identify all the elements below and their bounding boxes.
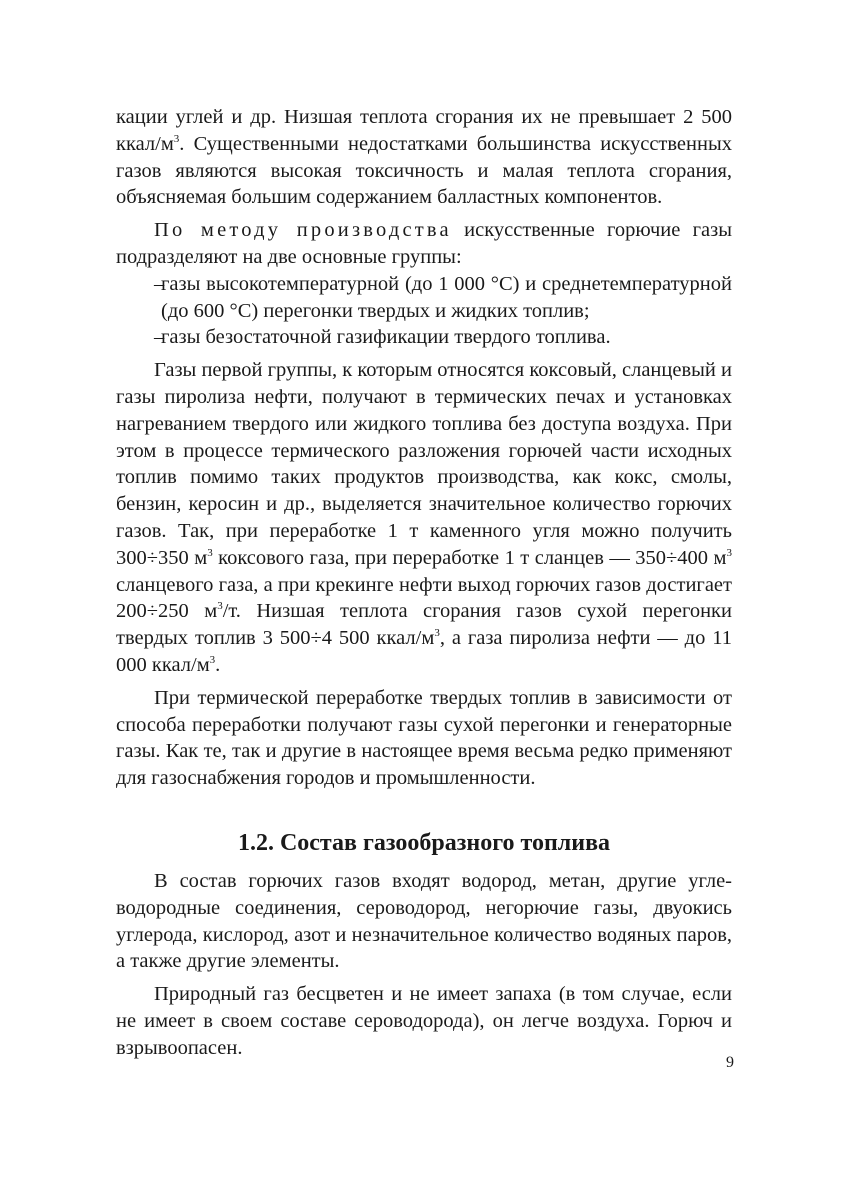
- paragraph-natural-gas: Природный газ бесцветен и не имеет запаха (в том случае, если не имеет в своем составе сероводорода), он легче воздуха. Горюч и взрывоопасен.: [116, 983, 732, 1059]
- list-item: – газы высокотемпературной (до 1 000 °С) и среднетемпературной (до 600 °С) перегонки твердых и жидких топлив;: [116, 271, 732, 325]
- text-run: , а газа пиролиза нефти — до 11 000 ккал/м: [116, 627, 732, 676]
- superscript: 3: [207, 546, 213, 559]
- text-run: . Существенными недостатками большинства искусственных газов являются высокая токсичность и малая теплота сгорания, объясняемая большим содержанием балластных компонентов.: [116, 132, 732, 209]
- superscript: 3: [217, 600, 223, 613]
- paragraph-thermal-processing: При термической переработке твердых топлив в зависимости от способа переработки получают газы сухой перегонки и генераторные газы. Как те, так и другие в настоящее время весьма редко применяют для газоснабжения городов и промышленности.: [116, 686, 732, 790]
- text-run: ккал/м: [116, 132, 174, 155]
- gas-groups-list: [116, 271, 732, 351]
- superscript: 3: [434, 627, 440, 640]
- paragraph-composition: В состав горючих газов входят водород, метан, другие углеводородные соединения, сероводород, негорючие газы, двуокись углерода, кислород, азот и незначительное количество водяных паров, а также другие элементы.: [116, 869, 732, 973]
- text-run: Газы первой группы, к которым относятся коксовый, сланцевый и газы пиролиза нефти, получают в термических печах и установках нагреванием твердого или жидкого топлива без доступа воздуха. При этом в процессе термического разложения горючей части исходных топлив помимо таких продуктов производства, как кокс, смолы, бензин, керосин и др., выделяется значительное количество горючих газов. Так, при переработке 1 т каменного угля можно получить 300÷350 м: [116, 359, 732, 569]
- paragraph-production-method: [116, 217, 732, 271]
- spaced-emphasis: По методу производства: [154, 219, 452, 242]
- superscript: 3: [209, 654, 216, 667]
- text-run: /т. Низшая теплота сгорания газов сухой перегонки твердых топлив 3 500÷4 500 ккал/м: [116, 600, 732, 650]
- text-run: сланцевого газа, а при крекинге нефти выход горючих газов достигает 200÷250 м: [116, 573, 732, 623]
- paragraph-continuation: [116, 104, 732, 211]
- paragraph-first-group: [116, 357, 732, 679]
- page-number: 9: [726, 1054, 734, 1071]
- text-run: искусственные горючие газы подразделяют на две основные группы:: [116, 219, 733, 268]
- superscript: 3: [173, 132, 180, 145]
- section-heading: 1.2. Состав газообразного топлива: [237, 829, 611, 856]
- text-run: .: [215, 653, 221, 676]
- text-run: кации углей и др. Низшая теплота сгорания их не превышает 2 500: [116, 106, 732, 128]
- page-body: [116, 104, 732, 1062]
- superscript: 3: [726, 546, 732, 559]
- list-item: – газы безостаточной газификации твердого топлива.: [116, 324, 732, 351]
- text-run: коксового газа, при переработке 1 т сланцев — 350÷400 м: [212, 546, 727, 569]
